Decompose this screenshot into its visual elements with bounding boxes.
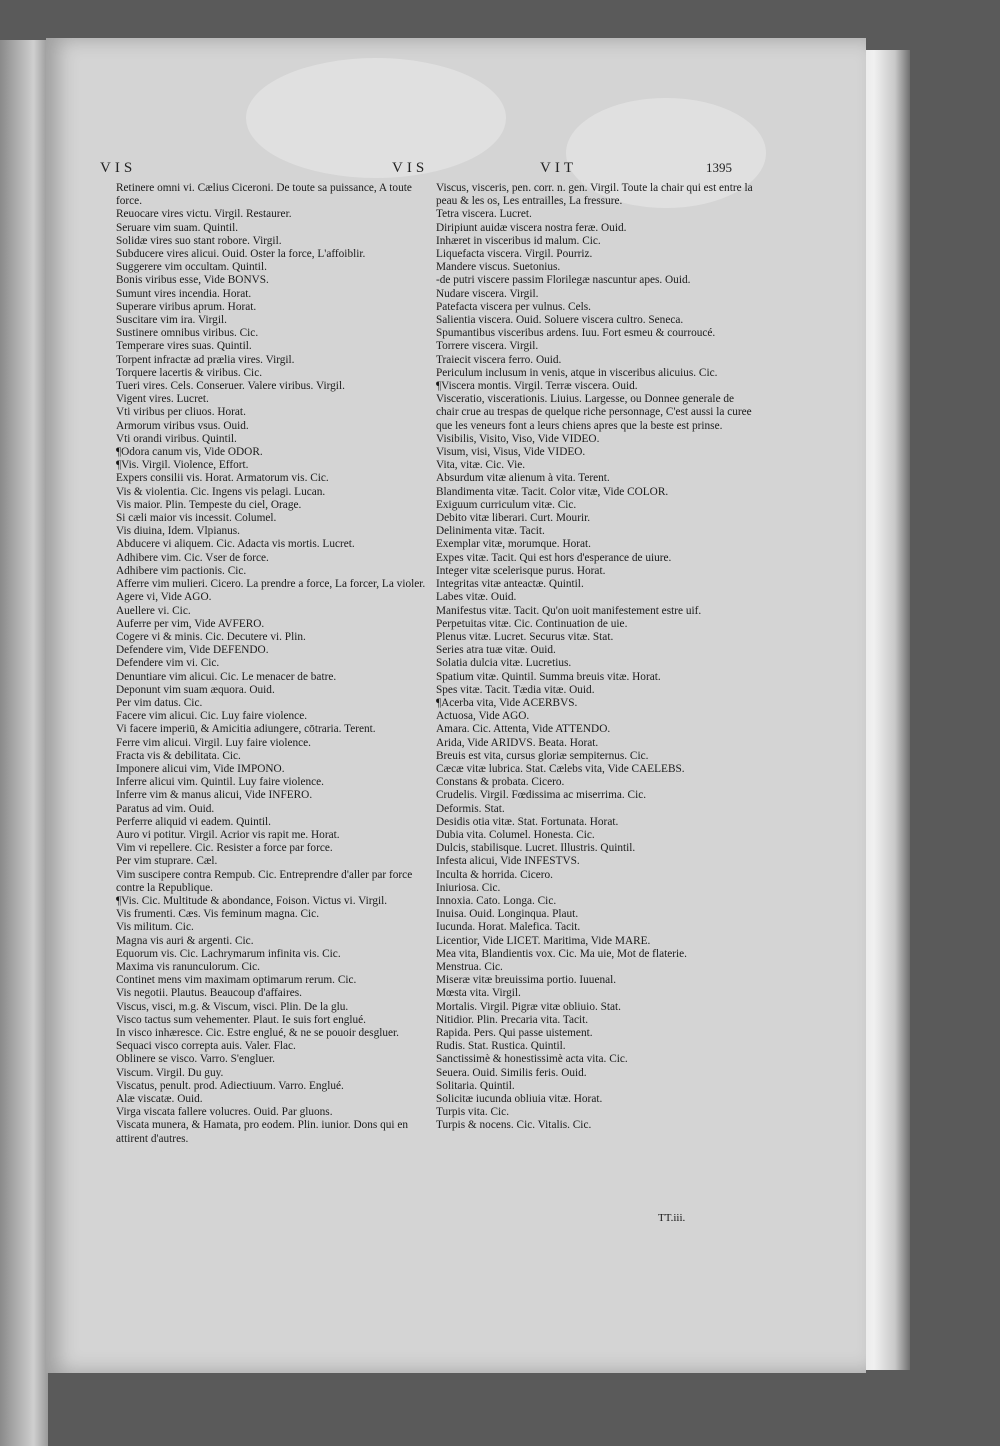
dictionary-entry: Suggerere vim occultam. Quintil. bbox=[116, 261, 267, 274]
dictionary-entry: Superare viribus aprum. Horat. bbox=[116, 300, 257, 313]
dictionary-entry: Sustinere omnibus viribus. Cic. bbox=[116, 327, 259, 340]
dictionary-entry: Cæcæ vitæ lubrica. Stat. Cælebs vita, Vide CAELEBS. bbox=[436, 762, 685, 775]
dictionary-entry: Bonis viribus esse, Vide BONVS. bbox=[116, 274, 269, 287]
dictionary-entry: Vis & violentia. Cic. Ingens vis pelagi. Lucan. bbox=[116, 485, 326, 498]
dictionary-entry: Viscus, visceris, pen. corr. n. gen. Virgil. Toute la chair qui est entre la peau & les os, Les entrailles, La fressure. bbox=[436, 182, 753, 208]
dictionary-entry: Continet mens vim maximam optimarum rerum. Cic. bbox=[116, 974, 357, 987]
dictionary-entry: Vigent vires. Lucret. bbox=[116, 393, 209, 406]
dictionary-entry: -de putri viscere passim Florilegæ nascuntur apes. Ouid. bbox=[436, 274, 691, 287]
dictionary-entry: Actuosa, Vide AGO. bbox=[436, 710, 530, 723]
dictionary-entry: Series atra tuæ vitæ. Ouid. bbox=[436, 644, 556, 657]
dictionary-entry: Visceratio, viscerationis. Liuius. Largesse, ou Donnee generale de chair crue au trespas de quelque riche personnage, C'est aussi la curee que les veneurs font a leurs chiens apres que la beste est prinse. bbox=[436, 393, 752, 432]
dictionary-entry: Breuis est vita, cursus gloriæ sempiternus. Cic. bbox=[436, 749, 649, 762]
dictionary-entry: Labes vitæ. Ouid. bbox=[436, 591, 517, 604]
dictionary-entry: Vti viribus per cliuos. Horat. bbox=[116, 406, 246, 419]
dictionary-entry: Afferre vim mulieri. Cicero. La prendre a force, La forcer, La violer. Agere vi, Vide AGO. bbox=[116, 578, 426, 604]
dictionary-entry: Denuntiare vim alicui. Cic. Le menacer de batre. bbox=[116, 670, 337, 683]
dictionary-entry: Exemplar vitæ, morumque. Horat. bbox=[436, 538, 591, 551]
dictionary-entry: Absurdum vitæ alienum à vita. Terent. bbox=[436, 472, 610, 485]
dictionary-entry: Armorum viribus vsus. Ouid. bbox=[116, 419, 249, 432]
dictionary-entry: Vis diuina, Idem. Vlpianus. bbox=[116, 525, 240, 538]
dictionary-entry: Abducere vi aliquem. Cic. Adacta vis mortis. Lucret. bbox=[116, 538, 355, 551]
dictionary-entry: Magna vis auri & argenti. Cic. bbox=[116, 934, 254, 947]
dictionary-entry: Inferre vim & manus alicui, Vide INFERO. bbox=[116, 789, 313, 802]
dictionary-entry: Facere vim alicui. Cic. Luy faire violence. bbox=[116, 710, 308, 723]
dictionary-entry: Seruare vim suam. Quintil. bbox=[116, 221, 239, 234]
dictionary-entry: Plenus vitæ. Lucret. Securus vitæ. Stat. bbox=[436, 630, 614, 643]
dictionary-entry: Vis maior. Plin. Tempeste du ciel, Orage. bbox=[116, 498, 302, 511]
dictionary-entry: Cogere vi & minis. Cic. Decutere vi. Plin. bbox=[116, 630, 306, 643]
running-head bbox=[100, 160, 760, 180]
dictionary-entry: Per vim stuprare. Cæl. bbox=[116, 855, 218, 868]
dictionary-entry: Spumantibus visceribus ardens. Iuu. Fort esmeu & courroucé. bbox=[436, 327, 716, 340]
dictionary-entry: Virga viscata fallere volucres. Ouid. Par gluons. bbox=[116, 1106, 333, 1119]
facing-page-edge bbox=[0, 40, 48, 1446]
dictionary-entry: Rudis. Stat. Rustica. Quintil. bbox=[436, 1040, 566, 1053]
dictionary-entry: Vti orandi viribus. Quintil. bbox=[116, 432, 237, 445]
dictionary-entry: Menstrua. Cic. bbox=[436, 960, 503, 973]
dictionary-entry: Auellere vi. Cic. bbox=[116, 604, 191, 617]
dictionary-entry: Tueri vires. Cels. Conseruer. Valere viribus. Virgil. bbox=[116, 380, 345, 393]
dictionary-entry: Sequaci visco correpta auis. Valer. Flac. bbox=[116, 1040, 296, 1053]
dictionary-entry: Oblinere se visco. Varro. S'engluer. bbox=[116, 1053, 276, 1066]
dictionary-entry: Imponere alicui vim, Vide IMPONO. bbox=[116, 762, 285, 775]
dictionary-entry: Solitaria. Quintil. bbox=[436, 1079, 515, 1092]
dictionary-entry: Vita, vitæ. Cic. Vie. bbox=[436, 459, 526, 472]
dictionary-entry: Mœsta vita. Virgil. bbox=[436, 987, 521, 1000]
dictionary-entry: Patefacta viscera per vulnus. Cels. bbox=[436, 300, 591, 313]
dictionary-entry: Mea vita, Blandientis vox. Cic. Ma uie, Mot de flaterie. bbox=[436, 947, 687, 960]
dictionary-entry: Expes vitæ. Tacit. Qui est hors d'esperance de uiure. bbox=[436, 551, 672, 564]
dictionary-entry: Dubia vita. Columel. Honesta. Cic. bbox=[436, 828, 595, 841]
dictionary-entry: Diripiunt auidæ viscera nostra feræ. Ouid. bbox=[436, 221, 627, 234]
dictionary-entry: Periculum inclusum in venis, atque in visceribus alicuius. Cic. bbox=[436, 366, 718, 379]
dictionary-entry: Maxima vis ranunculorum. Cic. bbox=[116, 960, 261, 973]
dictionary-entry: Traiecit viscera ferro. Ouid. bbox=[436, 353, 562, 366]
dictionary-entry: Per vim datus. Cic. bbox=[116, 696, 203, 709]
dictionary-entry: Adhibere vim pactionis. Cic. bbox=[116, 564, 247, 577]
dictionary-entry: Constans & probata. Cicero. bbox=[436, 776, 565, 789]
dictionary-entry: Nudare viscera. Virgil. bbox=[436, 287, 539, 300]
dictionary-entry: Vim suscipere contra Rempub. Cic. Entreprendre d'aller par force contre la Republique. bbox=[116, 868, 413, 894]
dictionary-entry: Auferre per vim, Vide AVFERO. bbox=[116, 617, 265, 630]
dictionary-entry: Visco tactus sum vehementer. Plaut. Ie suis fort englué. bbox=[116, 1013, 366, 1026]
dictionary-entry: Iniuriosa. Cic. bbox=[436, 881, 501, 894]
dictionary-entry: ¶Vis. Virgil. Violence, Effort. bbox=[116, 459, 249, 472]
dictionary-entry: Viscatus, penult. prod. Adiectiuum. Varro. Englué. bbox=[116, 1079, 344, 1092]
dictionary-entry: Fracta vis & debilitata. Cic. bbox=[116, 749, 241, 762]
dictionary-entry: Vim vi repellere. Cic. Resister a force par force. bbox=[116, 842, 333, 855]
dictionary-entry: Salientia viscera. Ouid. Soluere viscera cultro. Seneca. bbox=[436, 314, 684, 327]
signature-mark: TT.iii. bbox=[658, 1212, 686, 1224]
dictionary-entry: Auro vi potitur. Virgil. Acrior vis rapit me. Horat. bbox=[116, 828, 340, 841]
dictionary-entry: Blandimenta vitæ. Tacit. Color vitæ, Vide COLOR. bbox=[436, 485, 669, 498]
dictionary-entry: Licentior, Vide LICET. Maritima, Vide MARE. bbox=[436, 934, 651, 947]
dictionary-entry: Dulcis, stabilisque. Lucret. Illustris. Quintil. bbox=[436, 842, 636, 855]
dictionary-entry: Equorum vis. Cic. Lachrymarum infinita vis. Cic. bbox=[116, 947, 341, 960]
dictionary-entry: Torpent infractæ ad prælia vires. Virgil. bbox=[116, 353, 295, 366]
dictionary-entry: Innoxia. Cato. Longa. Cic. bbox=[436, 894, 557, 907]
dictionary-entry: Visum, visi, Visus, Vide VIDEO. bbox=[436, 446, 586, 459]
dictionary-entry: Vis frumenti. Cæs. Vis feminum magna. Cic. bbox=[116, 908, 320, 921]
dictionary-entry: In visco inhæresce. Cic. Estre englué, & ne se pouoir desgluer. bbox=[116, 1027, 399, 1039]
dictionary-entry: Expers consilii vis. Horat. Armatorum vis. Cic. bbox=[116, 472, 329, 485]
dictionary-entry: Miseræ vitæ breuissima portio. Iuuenal. bbox=[436, 974, 617, 987]
dictionary-entry: Inuisa. Ouid. Longinqua. Plaut. bbox=[436, 908, 579, 921]
dictionary-entry: ¶Odora canum vis, Vide ODOR. bbox=[116, 446, 263, 459]
dictionary-entry: Subducere vires alicui. Ouid. Oster la force, L'affoiblir. bbox=[116, 248, 366, 261]
dictionary-entry: Solicitæ iucunda obliuia vitæ. Horat. bbox=[436, 1093, 603, 1106]
dictionary-entry: Deformis. Stat. bbox=[436, 802, 505, 815]
dictionary-entry: Tetra viscera. Lucret. bbox=[436, 208, 532, 221]
running-head-word: VIS bbox=[392, 160, 429, 176]
dictionary-entry: Arida, Vide ARIDVS. Beata. Horat. bbox=[436, 736, 599, 749]
dictionary-entry: Liquefacta viscera. Virgil. Pourriz. bbox=[436, 248, 593, 261]
dictionary-entry: Rapida. Pers. Qui passe uistement. bbox=[436, 1027, 593, 1039]
dictionary-entry: Defendere vim, Vide DEFENDO. bbox=[116, 644, 269, 657]
dictionary-entry: Inhæret in visceribus id malum. Cic. bbox=[436, 234, 601, 247]
dictionary-entry: Paratus ad vim. Ouid. bbox=[116, 802, 215, 815]
dictionary-entry: Manifestus vitæ. Tacit. Qu'on uoit manifestement estre uif. bbox=[436, 604, 702, 617]
dictionary-entry: Exiguum curriculum vitæ. Cic. bbox=[436, 498, 577, 511]
dictionary-entry: Reuocare vires victu. Virgil. Restaurer. bbox=[116, 208, 292, 221]
dictionary-entry: Temperare vires suas. Quintil. bbox=[116, 340, 252, 353]
dictionary-entry: Solidæ vires suo stant robore. Virgil. bbox=[116, 234, 282, 247]
dictionary-entry: Ferre vim alicui. Virgil. Luy faire violence. bbox=[116, 736, 311, 749]
dictionary-entry: Inculta & horrida. Cicero. bbox=[436, 868, 554, 881]
dictionary-entry: Desidis otia vitæ. Stat. Fortunata. Horat. bbox=[436, 815, 619, 828]
dictionary-entry: Viscata munera, & Hamata, pro eodem. Plin. iunior. Dons qui en attirent d'autres. bbox=[116, 1119, 409, 1145]
dictionary-entry: Amara. Cic. Attenta, Vide ATTENDO. bbox=[436, 723, 611, 736]
dictionary-entry: ¶Vis. Cic. Multitude & abondance, Foison. Victus vi. Virgil. bbox=[116, 894, 388, 907]
dictionary-entry: Delinimenta vitæ. Tacit. bbox=[436, 525, 545, 538]
page-number: 1395 bbox=[706, 160, 732, 175]
dictionary-entry: Nitidior. Plin. Precaria vita. Tacit. bbox=[436, 1013, 589, 1026]
dictionary-entry: Adhibere vim. Cic. Vser de force. bbox=[116, 551, 269, 564]
dictionary-entry: Vi facere imperiū, & Amicitia adiungere, cōtraria. Terent. bbox=[116, 723, 376, 736]
dictionary-entry: Integer vitæ scelerisque purus. Horat. bbox=[436, 564, 606, 577]
dictionary-entry: Perpetuitas vitæ. Cic. Continuation de uie. bbox=[436, 617, 628, 630]
dictionary-entry: Sumunt vires incendia. Horat. bbox=[116, 287, 252, 300]
dictionary-entry: Mandere viscus. Suetonius. bbox=[436, 261, 561, 274]
dictionary-entry: Spes vitæ. Tacit. Tædia vitæ. Ouid. bbox=[436, 683, 595, 696]
dictionary-entry: Seuera. Ouid. Similis feris. Ouid. bbox=[436, 1066, 587, 1079]
dictionary-entry: Infesta alicui, Vide INFESTVS. bbox=[436, 855, 580, 868]
dictionary-entry: Vis negotii. Plautus. Beaucoup d'affaires. bbox=[116, 987, 302, 1000]
dictionary-entry: Alæ viscatæ. Ouid. bbox=[116, 1093, 203, 1106]
dictionary-entry: Mortalis. Virgil. Pigræ vitæ obliuio. Stat. bbox=[436, 1000, 622, 1013]
dictionary-entry: Iucunda. Horat. Malefica. Tacit. bbox=[436, 921, 581, 934]
dictionary-entry: ¶Acerba vita, Vide ACERBVS. bbox=[436, 696, 578, 709]
dictionary-entry: Sanctissimè & honestissimè acta vita. Cic. bbox=[436, 1053, 628, 1066]
dictionary-entry: Turpis & nocens. Cic. Vitalis. Cic. bbox=[436, 1119, 592, 1132]
dictionary-entry: Solatia dulcia vitæ. Lucretius. bbox=[436, 657, 572, 670]
running-head-word: VIS bbox=[100, 160, 137, 176]
dictionary-entry: Retinere omni vi. Cælius Ciceroni. De toute sa puissance, A toute force. bbox=[116, 182, 412, 208]
dictionary-entry: Viscus, visci, m.g. & Viscum, visci. Plin. De la glu. bbox=[116, 1000, 349, 1013]
dictionary-entry: Visibilis, Visito, Viso, Vide VIDEO. bbox=[436, 432, 600, 445]
dictionary-entry: Spatium vitæ. Quintil. Summa breuis vitæ. Horat. bbox=[436, 670, 661, 683]
dictionary-entry: Perferre aliquid vi eadem. Quintil. bbox=[116, 815, 271, 828]
dictionary-entry: Torrere viscera. Virgil. bbox=[436, 340, 539, 353]
dictionary-entry: Si cæli maior vis incessit. Columel. bbox=[116, 512, 277, 525]
dictionary-entry: Debito vitæ liberari. Curt. Mourir. bbox=[436, 512, 591, 525]
dictionary-entry: ¶Viscera montis. Virgil. Terræ viscera. Ouid. bbox=[436, 380, 638, 393]
dictionary-entry: Vis militum. Cic. bbox=[116, 921, 194, 934]
left-column bbox=[116, 182, 436, 1146]
dictionary-entry: Deponunt vim suam æquora. Ouid. bbox=[116, 683, 275, 696]
dictionary-entry: Torquere lacertis & viribus. Cic. bbox=[116, 366, 263, 379]
right-column bbox=[436, 182, 756, 1133]
running-head-word: VIT bbox=[540, 160, 577, 176]
dictionary-entry: Viscum. Virgil. Du guy. bbox=[116, 1066, 224, 1079]
dictionary-entry: Defendere vim vi. Cic. bbox=[116, 657, 220, 670]
dictionary-entry: Suscitare vim ira. Virgil. bbox=[116, 314, 227, 327]
dictionary-entry: Turpis vita. Cic. bbox=[436, 1106, 510, 1119]
dictionary-entry: Inferre alicui vim. Quintil. Luy faire violence. bbox=[116, 776, 324, 789]
dictionary-entry: Crudelis. Virgil. Fœdissima ac miserrima. Cic. bbox=[436, 789, 647, 802]
dictionary-entry: Integritas vitæ anteactæ. Quintil. bbox=[436, 578, 584, 591]
